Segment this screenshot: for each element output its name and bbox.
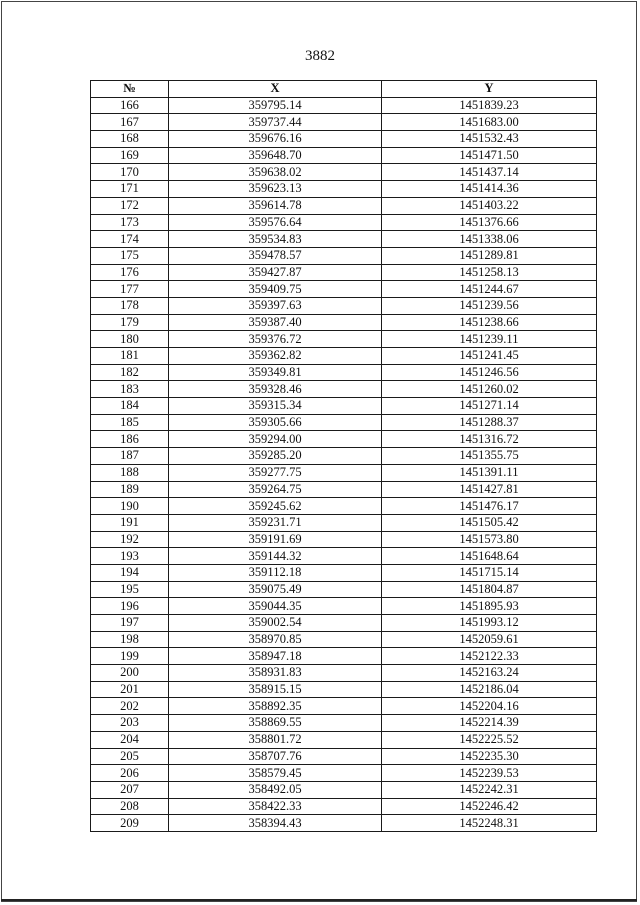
point-number-cell: 175 (91, 247, 169, 264)
point-number-cell: 207 (91, 781, 169, 798)
table-row (91, 748, 597, 765)
table-row (91, 631, 597, 648)
table-row (91, 481, 597, 498)
y-coordinate-cell: 1451316.72 (382, 431, 597, 448)
point-number-cell: 191 (91, 514, 169, 531)
table-row (91, 681, 597, 698)
x-coordinate-cell: 359349.81 (169, 364, 382, 381)
x-coordinate-cell: 359328.46 (169, 381, 382, 398)
y-coordinate-cell: 1451258.13 (382, 264, 597, 281)
y-coordinate-cell: 1452242.31 (382, 781, 597, 798)
bottom-rule (1, 899, 637, 901)
x-coordinate-cell: 359191.69 (169, 531, 382, 548)
table-row (91, 615, 597, 632)
table-row (91, 581, 597, 598)
y-coordinate-cell: 1451238.66 (382, 314, 597, 331)
point-number-cell: 197 (91, 615, 169, 632)
x-coordinate-cell: 358394.43 (169, 815, 382, 832)
y-coordinate-cell: 1451289.81 (382, 247, 597, 264)
y-coordinate-cell: 1451288.37 (382, 414, 597, 431)
table-row (91, 598, 597, 615)
point-number-cell: 168 (91, 131, 169, 148)
point-number-cell: 173 (91, 214, 169, 231)
y-coordinate-cell: 1451271.14 (382, 398, 597, 415)
point-number-cell: 180 (91, 331, 169, 348)
table-row (91, 564, 597, 581)
x-coordinate-cell: 359409.75 (169, 281, 382, 298)
x-coordinate-cell: 359277.75 (169, 464, 382, 481)
table-row (91, 197, 597, 214)
y-coordinate-cell: 1451239.11 (382, 331, 597, 348)
x-coordinate-cell: 359376.72 (169, 331, 382, 348)
x-coordinate-cell: 358931.83 (169, 665, 382, 682)
point-number-cell: 199 (91, 648, 169, 665)
table-row (91, 765, 597, 782)
table-row (91, 698, 597, 715)
y-coordinate-cell: 1452186.04 (382, 681, 597, 698)
y-coordinate-cell: 1451505.42 (382, 514, 597, 531)
x-coordinate-cell: 359623.13 (169, 181, 382, 198)
table-row (91, 715, 597, 732)
y-coordinate-cell: 1452214.39 (382, 715, 597, 732)
table-row (91, 97, 597, 114)
table-row (91, 281, 597, 298)
point-number-cell: 182 (91, 364, 169, 381)
point-number-cell: 177 (91, 281, 169, 298)
table-row (91, 665, 597, 682)
y-coordinate-cell: 1451391.11 (382, 464, 597, 481)
x-coordinate-cell: 358801.72 (169, 731, 382, 748)
y-coordinate-cell: 1451648.64 (382, 548, 597, 565)
point-number-cell: 196 (91, 598, 169, 615)
point-number-cell: 201 (91, 681, 169, 698)
table-row (91, 781, 597, 798)
x-coordinate-cell: 358422.33 (169, 798, 382, 815)
y-coordinate-cell: 1451246.56 (382, 364, 597, 381)
header-x: X (169, 81, 382, 98)
table-row (91, 798, 597, 815)
point-number-cell: 176 (91, 264, 169, 281)
table-row (91, 448, 597, 465)
y-coordinate-cell: 1451260.02 (382, 381, 597, 398)
point-number-cell: 202 (91, 698, 169, 715)
x-coordinate-cell: 358707.76 (169, 748, 382, 765)
point-number-cell: 166 (91, 97, 169, 114)
table-row (91, 114, 597, 131)
y-coordinate-cell: 1451414.36 (382, 181, 597, 198)
x-coordinate-cell: 359614.78 (169, 197, 382, 214)
y-coordinate-cell: 1452246.42 (382, 798, 597, 815)
table-row (91, 464, 597, 481)
y-coordinate-cell: 1452235.30 (382, 748, 597, 765)
x-coordinate-cell: 359075.49 (169, 581, 382, 598)
table-row (91, 331, 597, 348)
table-header-row (91, 81, 597, 98)
y-coordinate-cell: 1451338.06 (382, 231, 597, 248)
y-coordinate-cell: 1451376.66 (382, 214, 597, 231)
point-number-cell: 204 (91, 731, 169, 748)
x-coordinate-cell: 359576.64 (169, 214, 382, 231)
table-row (91, 164, 597, 181)
point-number-cell: 193 (91, 548, 169, 565)
point-number-cell: 184 (91, 398, 169, 415)
y-coordinate-cell: 1452248.31 (382, 815, 597, 832)
table-row (91, 214, 597, 231)
x-coordinate-cell: 359231.71 (169, 514, 382, 531)
point-number-cell: 203 (91, 715, 169, 732)
point-number-cell: 186 (91, 431, 169, 448)
table-row (91, 314, 597, 331)
y-coordinate-cell: 1452163.24 (382, 665, 597, 682)
table-row (91, 548, 597, 565)
point-number-cell: 181 (91, 348, 169, 365)
y-coordinate-cell: 1451715.14 (382, 564, 597, 581)
point-number-cell: 194 (91, 564, 169, 581)
x-coordinate-cell: 359044.35 (169, 598, 382, 615)
x-coordinate-cell: 359534.83 (169, 231, 382, 248)
table-row (91, 815, 597, 832)
point-number-cell: 171 (91, 181, 169, 198)
x-coordinate-cell: 359002.54 (169, 615, 382, 632)
x-coordinate-cell: 359397.63 (169, 297, 382, 314)
point-number-cell: 169 (91, 147, 169, 164)
y-coordinate-cell: 1451437.14 (382, 164, 597, 181)
point-number-cell: 208 (91, 798, 169, 815)
point-number-cell: 178 (91, 297, 169, 314)
table-row (91, 264, 597, 281)
table-body (91, 97, 597, 831)
y-coordinate-cell: 1451241.45 (382, 348, 597, 365)
point-number-cell: 174 (91, 231, 169, 248)
table-row (91, 147, 597, 164)
header-y: Y (382, 81, 597, 98)
point-number-cell: 195 (91, 581, 169, 598)
table-row (91, 247, 597, 264)
y-coordinate-cell: 1452059.61 (382, 631, 597, 648)
y-coordinate-cell: 1451427.81 (382, 481, 597, 498)
x-coordinate-cell: 359315.34 (169, 398, 382, 415)
x-coordinate-cell: 359112.18 (169, 564, 382, 581)
y-coordinate-cell: 1452204.16 (382, 698, 597, 715)
y-coordinate-cell: 1451532.43 (382, 131, 597, 148)
table-row (91, 514, 597, 531)
x-coordinate-cell: 359737.44 (169, 114, 382, 131)
y-coordinate-cell: 1451839.23 (382, 97, 597, 114)
y-coordinate-cell: 1451895.93 (382, 598, 597, 615)
y-coordinate-cell: 1451239.56 (382, 297, 597, 314)
page-number: 3882 (305, 48, 335, 64)
y-coordinate-cell: 1451355.75 (382, 448, 597, 465)
y-coordinate-cell: 1451804.87 (382, 581, 597, 598)
table-row (91, 398, 597, 415)
y-coordinate-cell: 1451471.50 (382, 147, 597, 164)
point-number-cell: 205 (91, 748, 169, 765)
y-coordinate-cell: 1451244.67 (382, 281, 597, 298)
x-coordinate-cell: 358970.85 (169, 631, 382, 648)
header-number: № (91, 81, 169, 98)
x-coordinate-cell: 358947.18 (169, 648, 382, 665)
table-row (91, 381, 597, 398)
point-number-cell: 167 (91, 114, 169, 131)
point-number-cell: 200 (91, 665, 169, 682)
point-number-cell: 185 (91, 414, 169, 431)
table-row (91, 364, 597, 381)
x-coordinate-cell: 359478.57 (169, 247, 382, 264)
y-coordinate-cell: 1452225.52 (382, 731, 597, 748)
table-row (91, 498, 597, 515)
point-number-cell: 179 (91, 314, 169, 331)
x-coordinate-cell: 359144.32 (169, 548, 382, 565)
point-number-cell: 206 (91, 765, 169, 782)
x-coordinate-cell: 359648.70 (169, 147, 382, 164)
x-coordinate-cell: 359294.00 (169, 431, 382, 448)
y-coordinate-cell: 1451476.17 (382, 498, 597, 515)
x-coordinate-cell: 359362.82 (169, 348, 382, 365)
x-coordinate-cell: 358869.55 (169, 715, 382, 732)
y-coordinate-cell: 1451683.00 (382, 114, 597, 131)
table-row (91, 731, 597, 748)
x-coordinate-cell: 358892.35 (169, 698, 382, 715)
table-row (91, 348, 597, 365)
x-coordinate-cell: 359676.16 (169, 131, 382, 148)
x-coordinate-cell: 358915.15 (169, 681, 382, 698)
point-number-cell: 188 (91, 464, 169, 481)
point-number-cell: 189 (91, 481, 169, 498)
y-coordinate-cell: 1451993.12 (382, 615, 597, 632)
x-coordinate-cell: 358579.45 (169, 765, 382, 782)
table-row (91, 231, 597, 248)
table-row (91, 414, 597, 431)
point-number-cell: 209 (91, 815, 169, 832)
table-row (91, 131, 597, 148)
x-coordinate-cell: 359427.87 (169, 264, 382, 281)
x-coordinate-cell: 359638.02 (169, 164, 382, 181)
table-row (91, 181, 597, 198)
point-number-cell: 198 (91, 631, 169, 648)
coordinates-table (90, 80, 597, 832)
table-row (91, 648, 597, 665)
point-number-cell: 187 (91, 448, 169, 465)
y-coordinate-cell: 1452239.53 (382, 765, 597, 782)
y-coordinate-cell: 1452122.33 (382, 648, 597, 665)
point-number-cell: 170 (91, 164, 169, 181)
x-coordinate-cell: 359245.62 (169, 498, 382, 515)
y-coordinate-cell: 1451573.80 (382, 531, 597, 548)
table-row (91, 297, 597, 314)
point-number-cell: 192 (91, 531, 169, 548)
point-number-cell: 183 (91, 381, 169, 398)
point-number-cell: 172 (91, 197, 169, 214)
table-row (91, 431, 597, 448)
x-coordinate-cell: 359305.66 (169, 414, 382, 431)
x-coordinate-cell: 358492.05 (169, 781, 382, 798)
x-coordinate-cell: 359387.40 (169, 314, 382, 331)
table-row (91, 531, 597, 548)
x-coordinate-cell: 359285.20 (169, 448, 382, 465)
y-coordinate-cell: 1451403.22 (382, 197, 597, 214)
point-number-cell: 190 (91, 498, 169, 515)
x-coordinate-cell: 359264.75 (169, 481, 382, 498)
x-coordinate-cell: 359795.14 (169, 97, 382, 114)
